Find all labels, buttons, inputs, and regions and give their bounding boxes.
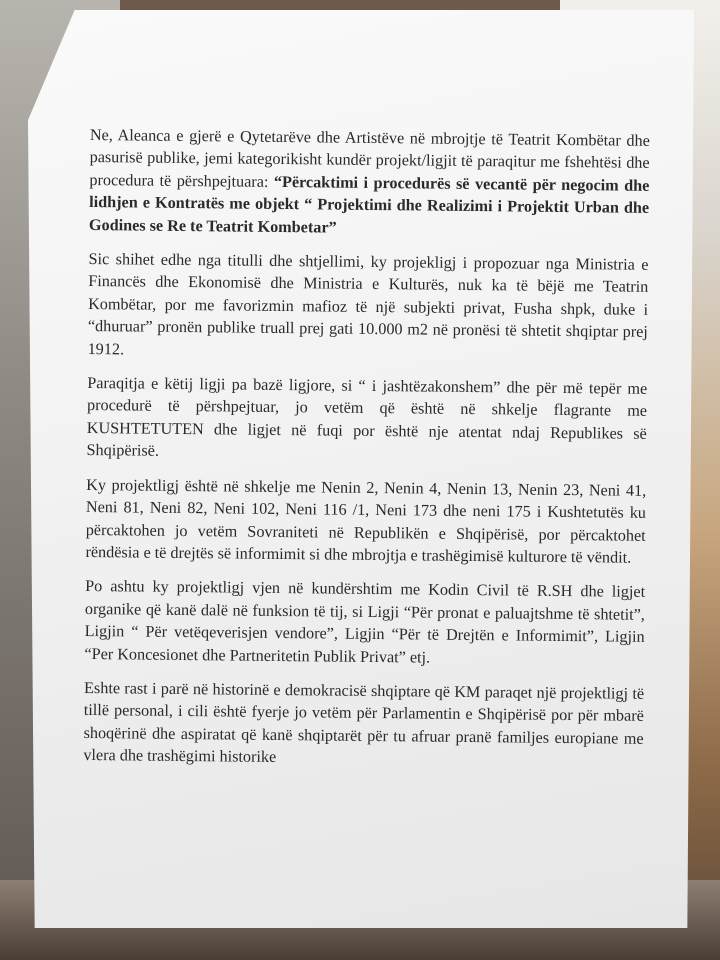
paragraph-2-text: Sic shihet edhe nga titulli dhe shtjellimi, ky projekligj i propozuar nga Ministria e Financës dhe Ekonomisë dhe Ministria e Kulturës, nuk ka të bëjë me Teatrin Kombëtar, por me favorizmin mafioz të një subjekti privat, Fusha shpk, duke i “dhuruar” pronën publike truall prej gati 10.000 m2 në pronësi të shtetit shqiptar prej 1912. xyxy=(87,250,649,359)
paragraph-3-text: Paraqitja e këtij ligji pa bazë ligjore, si “ i jashtëzakonshem” dhe për më tepër me procedurë të përshpejtuar, jo vetëm që është në shkelje flagrante me KUSHTETUTEN dhe ligjet në fuqi por është nje atentat ndaj Republikes së Shqipërisë. xyxy=(86,374,648,461)
paragraph-3 xyxy=(86,372,647,467)
paragraph-1 xyxy=(89,124,650,242)
paragraph-5-text: Po ashtu ky projektligj vjen në kundërshtim me Kodin Civil të R.SH dhe ligjet organike që kanë dalë në funksion të tij, si Ligji “Për pronat e paluajtshme të shtetit”, Ligjin “ Për vetëqeverisjen vendore”, Ligjin “Për të Drejtën e Informimit”, Ligjin “Per Koncesionet dhe Partneritetin Publik Privat” etj. xyxy=(84,577,646,667)
paragraph-5 xyxy=(84,575,645,670)
paragraph-1-text: Ne, Aleanca e gjerë e Qytetarëve dhe Artistëve në mbrojtje të Teatrit Kombëtar dhe pasurisë publike, jemi kategorikisht kundër projekt/ligjit të paraqitur me fshehtësi dhe procedura të përshpejtuara: xyxy=(89,125,650,191)
document-text xyxy=(83,124,650,784)
paragraph-6 xyxy=(83,677,644,772)
paragraph-6-text: Eshte rast i parë në historinë e demokracisë shqiptare që KM paraqet një projektligj të tillë personal, i cili është fyerje jo vetëm për Parlamentin e Shqipërisë por për mbarë shoqërinë dhe aspiratat që kanë shqiptarët për tu afruar pranë familjes europiane me vlera dhe trashëgimi historike xyxy=(83,678,645,767)
paragraph-1-bold-title: “Përcaktimi i procedurës së vecantë për negocim dhe lidhjen e Kontratës me objekt “ Projektimi dhe Realizimi i Projektit Urban dhe Godines se Re te Teatrit Kombetar” xyxy=(88,172,650,237)
paragraph-4 xyxy=(85,474,646,569)
paragraph-4-text: Ky projektligj është në shkelje me Nenin 2, Nenin 4, Nenin 13, Nenin 23, Neni 41, Neni 81, Neni 82, Neni 102, Neni 116 /1, Neni 173 dhe neni 175 i Kushtetutës ku përcaktohen jo vetëm Sovraniteti në Republikën e Shqipërisë, por përcaktohet rëndësia e të drejtës së informimit si dhe mbrojtja e trashëgimisë kulturore të vëndit. xyxy=(85,475,647,567)
paragraph-2 xyxy=(88,248,649,366)
